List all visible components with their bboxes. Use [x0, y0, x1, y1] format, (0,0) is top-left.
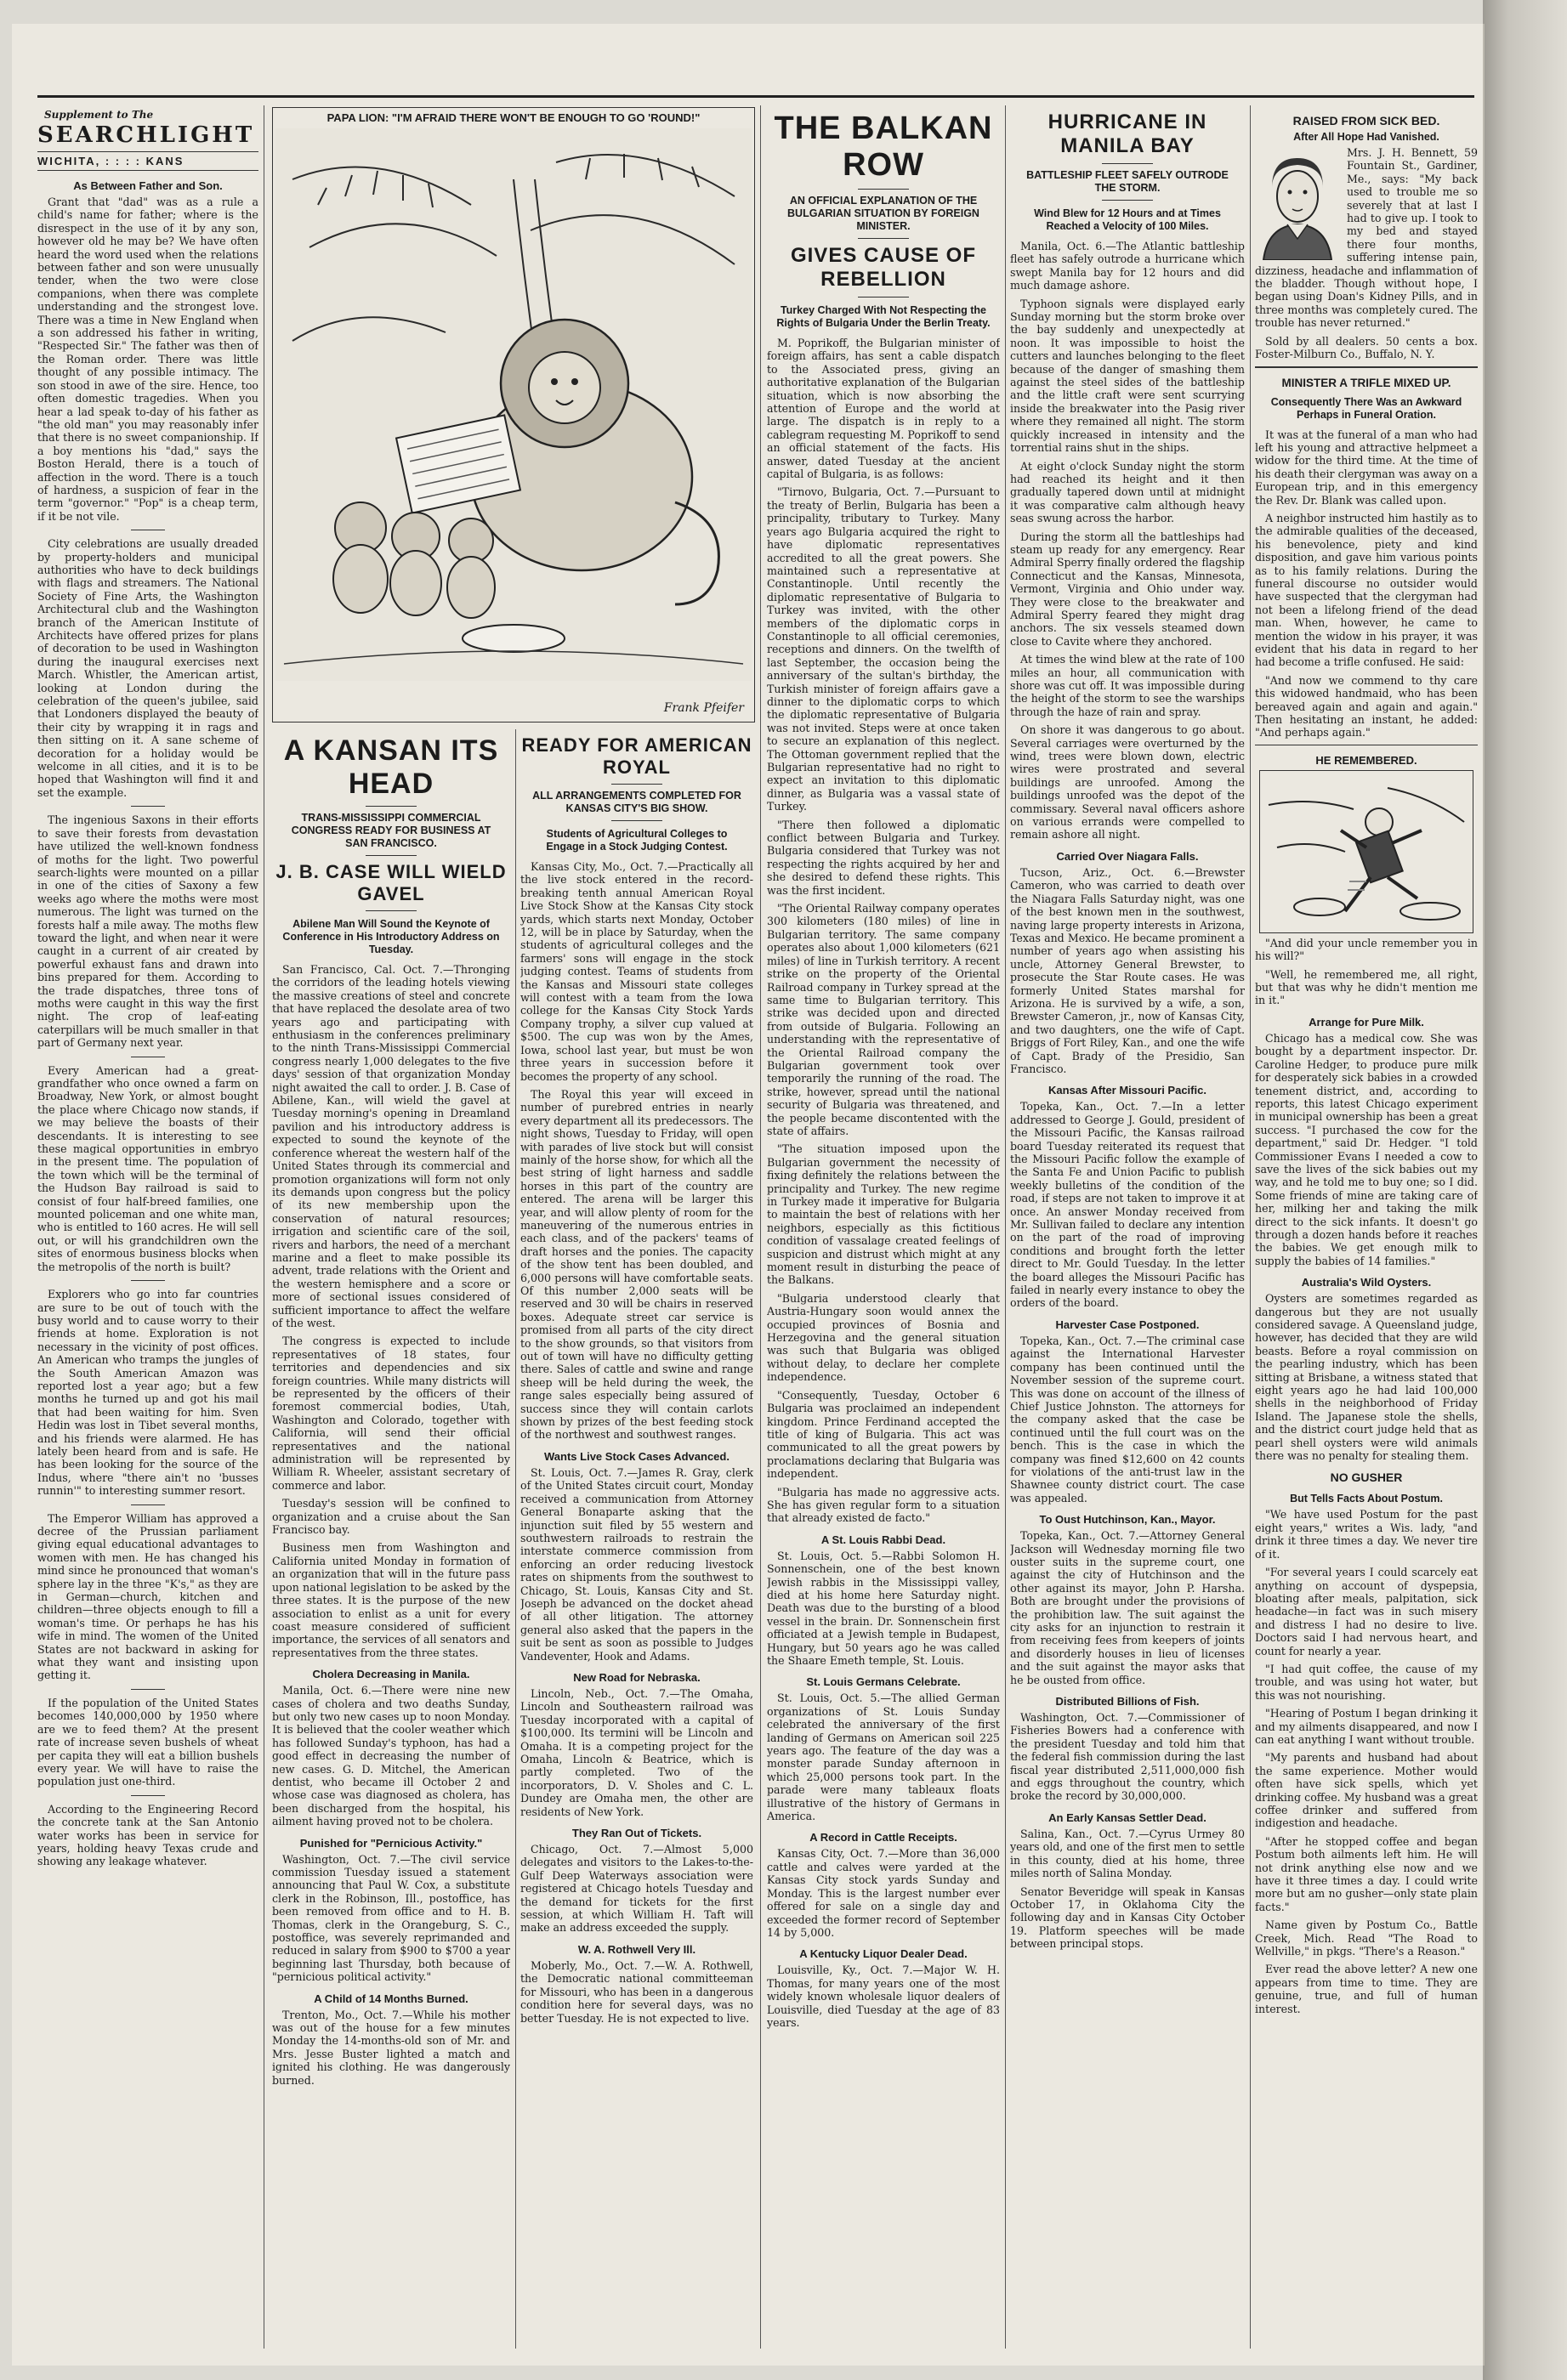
kansan-body — [272, 963, 510, 2087]
short-article-body: Salina, Kan., Oct. 7.—Cyrus Urmey 80 years old, and one of the first men to settle in this county, died at his home, three miles north of Salina Monday. — [1010, 1827, 1245, 1880]
short-article-title: New Road for Nebraska. — [573, 1670, 701, 1684]
gusher-paragraph: "After he stopped coffee and began Postum both ailments left him. He will not drink anything else now and we have it three times a day. I could write more but am no gusher—only state plain facts." — [1255, 1834, 1478, 1913]
column-6 — [1255, 105, 1478, 2349]
manila-paragraph: At times the wind blew at the rate of 100 miles an hour, all communication with shore was cut off. It was impossible during the height of the storm to see the warships through the haze of rain and spray. — [1010, 653, 1245, 718]
gusher-deck: But Tells Facts About Postum. — [1290, 1493, 1443, 1505]
masthead-supplement: Supplement to The — [44, 109, 154, 121]
short-article-body: St. Louis, Oct. 7.—James R. Gray, clerk of the United States circuit court, Monday received a communication from Attorney General Bonaparte asking that the injunction suit filed by 55 western and southwestern railroads to restrain the interstate commerce commission from enforcing an order reducing livestock rates on shipments from the southwest to Chicago, St. Louis, Kansas City and St. Joseph be advanced on the docket ahead of all other litigation. The attorney general also asked that the papers in the suit be sent as soon as possible to Judges Vandeventer, Hook and Adams. — [520, 1465, 753, 1663]
column-1 — [37, 105, 258, 2349]
masthead-title: SEARCHLIGHT — [37, 122, 255, 148]
royal-headline: READY FOR AMERICAN ROYAL — [521, 734, 752, 778]
short-article-body: Trenton, Mo., Oct. 7.—While his mother was out of the house for a few minutes Monday the 14-months-old son of Mr. and Mrs. Jesse Buster lighted a match and ignited his clothing. He was dangerously burned. — [272, 2008, 510, 2087]
short-article-body: Moberly, Mo., Oct. 7.—W. A. Rothwell, the Democratic national committeeman for Missouri, who has been in a dangerous condition here for several days, was no better Tuesday. He is not expected to live. — [520, 1958, 753, 2025]
balkan-paragraph: "Bulgaria has made no aggressive acts. She has given regular form to a situation that already existed de facto." — [767, 1485, 1000, 1525]
short-article-title: To Oust Hutchinson, Kan., Mayor. — [1039, 1513, 1216, 1527]
balkan-paragraph: "Bulgaria understood clearly that Austria-Hungary soon would annex the occupied provinces of Bosnia and Herzegovina and the general situation was such that Bulgaria was obliged without delay, to declare her complete independence. — [767, 1291, 1000, 1384]
kansan-paragraph: San Francisco, Cal. Oct. 7.—Thronging the corridors of the leading hotels viewing the massive creations of steel and concrete that have replaced the desolate area of two years ago and participating with enthusiasm in the conferences preliminary to the ninth Trans-Mississippi Commercial congress nearly 1,000 delegates to the five days' session of that organization Monday night awaited the call to order. J. B. Case of Abilene, Kan., will wield the gavel at Tuesday morning's opening in Dreamland pavilion and his introductory address is expected to sound the keynote of the conference whereat the western half of the United States through its commercial and promotion organizations will form not only its demands upon congress but the policy of its new membership upon the conservation of natural resources; irrigation and scientific care of the soil, rivers and harbors, the need of a merchant marine and a fleet to make possible its advent, trade relations with the Orient and the western hemisphere and a score or more of sectional issues considered of sufficient importance to affect the welfare of the west. — [272, 963, 510, 1329]
short-article-body: Washington, Oct. 7.—The civil service commission Tuesday issued a statement announcing that Paul W. Cox, a substitute clerk in the Robinson, Ill., postoffice, has been removed from office and to H. B. Thomas, clerk in the Orangeburg, S. C., postoffice, was severely reprimanded and reduced in salary from $900 to $700 a year beginning last Thursday, both because of "pernicious political activity." — [272, 1852, 510, 1984]
remembered-caption-2: "Well, he remembered me, all right, but that was why he didn't mention me in it." — [1255, 967, 1478, 1007]
short-article-body: Tucson, Ariz., Oct. 6.—Brewster Cameron, who was carried to death over the Niagara Falls Saturday night, was one of the best known men in the southwest, naving large property interests in Arizona, Texas and Mexico. He became prominent a number of years ago when assisting his uncle, Attorney General Brewster, to prosecute the Star Route cases. He was formerly United States marshal for Arizona. He is survived by a wife, a son, Brewster Cameron, jr., now of Kansas City, and two daughters, one the wife of Capt. Briggs of Fort Riley, Kan., and one the wife of Capt. Brady of the Presidio, San Francisco. — [1010, 865, 1245, 1075]
gusher-paragraph: "We have used Postum for the past eight years," writes a Wis. lady, "and drink it three times a day. We never tire of it. — [1255, 1508, 1478, 1561]
short-article-body: St. Louis, Oct. 5.—Rabbi Solomon H. Sonnenschein, one of the best known Jewish rabbis in the Mississippi valley, died at his home here Saturday night. Death was due to the bursting of a blood vessel in the brain. Dr. Sonnenschein first officiated at a Jewish temple in Budapest, Hungary, but 50 years ago he was called the Shaare Emeth temple, St. Louis. — [767, 1549, 1000, 1667]
manila-deck-2: Wind Blew for 12 Hours and at Times Reached a Velocity of 100 Miles. — [1034, 207, 1221, 232]
manila-paragraph: At eight o'clock Sunday night the storm had reached its height and it then gradually tapered down until at midnight it was comparative calm although heavy seas swung across the harbor. — [1010, 459, 1245, 525]
balkan-column — [767, 105, 1000, 2349]
column-rule — [1250, 105, 1251, 2349]
short-article-body: Lincoln, Neb., Oct. 7.—The Omaha, Lincoln and Southeastern railroad was Tuesday incorporated with a capital of $100,000. Its termini will be Lincoln and Omaha. It is a competing project for the Omaha, Lincoln & Beatrice, which is partly completed. Two of the incorporators, D. V. Sholes and C. L. Dundey are Omaha men, the other are residents of New York. — [520, 1686, 753, 1818]
short-article-body: Topeka, Kan., Oct. 7.—Attorney General Jackson will Wednesday morning file two ouster suits in the supreme court, one against the city of Hutchinson and the other against its mayor, John P. Harsha. Both are brought under the provisions of the prohibition law. The suit against the city asks for an injunction to restrain it from receiving fees from keepers of joints and disorderly houses in lieu of licenses and the suit against the mayor asks that he be ousted from office. — [1010, 1529, 1245, 1686]
manila-headline: HURRICANE IN MANILA BAY — [1048, 110, 1207, 157]
short-article-title: A Record in Cattle Receipts. — [809, 1831, 957, 1844]
minister-body — [1255, 428, 1478, 740]
gusher-paragraph: "I had quit coffee, the cause of my trouble, and was using hot water, but this was not nourishing. — [1255, 1662, 1478, 1702]
cartoon-illustration — [275, 128, 752, 681]
plate — [463, 625, 565, 652]
column-rule — [515, 729, 516, 2349]
short-article-body: Washington, Oct. 7.—Commissioner of Fisheries Bowers had a conference with the president Tuesday and told him that the federal fish commission during the last fiscal year distributed 2,511,000,000 fish and eggs throughout the country, which broke the record by 30,000,000. — [1010, 1711, 1245, 1803]
short-article-body: Senator Beveridge will speak in Kansas October 17, in Oklahoma City the following day and in Kansas City October 19. Platform speeches will be made between principal stops. — [1010, 1884, 1245, 1951]
masthead-dateline: WICHITA, : : : : KANS — [37, 151, 258, 171]
newspaper-page — [12, 24, 1483, 2366]
balkan-paragraph: M. Poprikoff, the Bulgarian minister of foreign affairs, has sent a cable dispatch to the Associated press, giving an authoritative explanation of the Bulgarian situation, which is now absorbing the attention of Europe and the world at large. The dispatch is in reply to a cablegram requesting M. Poprikoff to send an official statement of the facts. His answer, dated Tuesday at the ancient capital of Bulgaria, is as follows: — [767, 337, 1000, 481]
gusher-paragraph: Ever read the above letter? A new one appears from time to time. They are genuine, true, and full of human interest. — [1255, 1963, 1478, 2015]
short-article-title: An Early Kansas Settler Dead. — [1048, 1810, 1206, 1824]
balkan-deck-1: AN OFFICIAL EXPLANATION OF THE BULGARIAN SITUATION BY FOREIGN MINISTER. — [787, 195, 979, 232]
article-body: The ingenious Saxons in their efforts to save their forests from devastation have utilized the well-known fondness of moths for the light. Two powerful search-lights were mounted on a pillar in one of the cities of Saxony a few weeks ago where the moths were most numerous. The light was turned on the forests half a mile away. The moths flew toward the light, and when near it were caught in a current of air created by powerful exhaust fans and drawn into bins prepared for them. According to the trade dispatches, three tons of moths were caught in this way the first night. The crop of leaf-eating caterpillars will be much smaller in that part of Germany next year. — [37, 813, 258, 1050]
ad-body: Mrs. J. H. Bennett, 59 Fountain St., Gardiner, Me., says: "My back used to trouble me so severely that at last I had to give up. I took to my bed and stayed there four months, suffering intense pain, dizziness, headache and inflammation of the bladder. Though without hope, I began using Doan's Kidney Pills, and in three months was completely cured. The trouble has never returned." — [1255, 146, 1478, 330]
kansan-paragraph: Tuesday's session will be confined to organization and a cruise about the San Francisco bay. — [272, 1497, 510, 1537]
minister-paragraph: A neighbor instructed him hastily as to the admirable qualities of the deceased, his benevolence, piety and kind disposition, and gave him various points as to his family relations. During the funeral discourse no outsider would have suspected that the clergyman had not been a lifelong friend of the dead man. When, however, he came to mention the widow in his prayer, it was evident that his data in regard to her had become a trifle confused. He said: — [1255, 511, 1478, 669]
kansan-deck-2: Abilene Man Will Sound the Keynote of Conference in His Introductory Address on Tuesday. — [282, 918, 500, 955]
cartoon-artist-signature: Frank Pfeifer — [663, 701, 744, 715]
gusher-headline: NO GUSHER — [1330, 1470, 1403, 1485]
short-article-body: St. Louis, Oct. 5.—The allied German organizations of St. Louis Sunday celebrated the anniversary of the first landing of Germans on American soil 225 years ago. The feature of the day was a monster parade Sunday afternoon in which 25,000 persons took part. In the parade were many tableaux floats illustrative of the history of Germans in America. — [767, 1692, 1000, 1823]
balkan-body — [767, 337, 1000, 2029]
article-body: City celebrations are usually dreaded by property-holders and municipal authorities who have to deck buildings with flags and streamers. The National Society of Fine Arts, the Washington Architectural club and the Washington branch of the American Institute of Architects have offered prizes for plans of decoration to be used in Washington during the inaugural exercises next March. Whistler, the American artist, looking at London during the celebration of the queen's jubilee, said that Londoners displayed the beauty of their city by wrapping it in rags and then sitting on it. A sane scheme of decoration for a holiday would be welcome in all cities, and it is to be hoped that Washington will find it and set the example. — [37, 537, 258, 799]
milk-body: Chicago has a medical cow. She was bought by a department inspector. Dr. Caroline Hedger, to produce pure milk for desperately sick babies in a crowded tenement district, and, according to reports, this latest Chicago experiment in municipal ownership has been a great success. "I purchased the cow for the department," said Dr. Hedger. "I told Commissioner Evans I needed a cow to save the lives of the sick babies out my way, and he told me to buy one; so I did. Some friends of mine are taking care of her, milking her and taking the milk direct to the sick infants. It doesn't go through a dozen hands before it reaches the babies. We get enough milk to supply the babies of 14 families." — [1255, 1031, 1478, 1267]
short-article-title: A St. Louis Rabbi Dead. — [820, 1533, 946, 1546]
ad-deck: After All Hope Had Vanished. — [1293, 131, 1439, 143]
balkan-deck-2: Turkey Charged With Not Respecting the Rights of Bulgaria Under the Berlin Treaty. — [776, 304, 991, 329]
article-body: Explorers who go into far countries are sure to be out of touch with the busy world and to cause worry to their friends at home. Exploration is not necessary in the vicinity of post offices. An American who tramps the jungles of the South American Amazon was reported lost a year ago; but a few months he turned up and got his mail that had been waiting for him. Sven Hedin was lost in Tibet several months, and his friends were alarmed. He has lately been heard from and is safe. He has been looking for the source of the Indus, where "there ain't no 'busses runnin'" to interesting summer resort. — [37, 1288, 258, 1498]
kansan-deck-1: TRANS-MISSISSIPPI COMMERCIAL CONGRESS READY FOR BUSINESS AT SAN FRANCISCO. — [291, 812, 491, 849]
page-edge — [1483, 0, 1567, 2380]
balkan-paragraph: "The Oriental Railway company operates 300 kilometers (180 miles) of line in Bulgarian territory. The same company operates also about 1,000 kilometers (621 miles) of line in Turkish territory. A recent strike on the property of the Oriental Railroad company in Turkey spread at the same time to Bulgarian territory. This strike was decided upon and directed from outside of Bulgaria. Following an understanding with the representative of the Oriental Railroad company the Bulgarian government took over temporarily the running of the road. The strike, however, spread until the national security of Bulgaria was threatened, and the people became discontented with the state of affairs. — [767, 902, 1000, 1137]
short-article-title: Wants Live Stock Cases Advanced. — [544, 1449, 730, 1463]
short-article-title: Cholera Decreasing in Manila. — [312, 1668, 470, 1681]
manila-paragraph: Typhoon signals were displayed early Sunday morning but the storm broke over the bay suddenly and unexpectedly at noon. It was impossible to hoist the cutters and launches belonging to the fleet because of the danger of smashing them against the steel sides of the battleship and the little craft were sent scurrying inside the breakwater into the Pasig river where they remained all night. The storm quickly increased in intensity and the torrential rains shut in the ships. — [1010, 297, 1245, 455]
short-article-title: Harvester Case Postponed. — [1055, 1318, 1200, 1331]
column-1-articles — [37, 179, 258, 1868]
royal-paragraph: The Royal this year will exceed in number of purebred entries in nearly every department all its predecessors. The night shows, Tuesday to Friday, will open with parades of live stock but will consist mainly of the horse show, for which all the best string of light harness and saddle horses in this part of the country are entered. The arena will be larger this year, and will allow plenty of room for the maneuvering of the numerous entries in each class, and of the packers' teams of draft horses and the ponies. The capacity of the show tent has been doubled, and 6,000 persons will have comfortable seats. Of this number 2,000 seats will be reserved and 30 will be chairs in reserved boxes. Adequate street car service is promised from all parts of the city direct to the show grounds, so that visitors from out of town will have no difficulty getting there. Sales of cattle and swine and range sheep will be held during the week, the range sales especially being assured of success since they will contain carlots shown by prizes of the best feeding stock of the northwest and southwest ranges. — [520, 1087, 753, 1442]
short-article-title: St. Louis Germans Celebrate. — [806, 1675, 961, 1689]
article-body: Grant that "dad" was as a rule a child's name for father; where is the disrespect in the use of it by any son, however old he may be? We have often heard the word used when the relations between father and son were unusually tender, when the two were close companions, when there was complete understanding and the strongest love. There was a time in New England when a son addressed his father in writing, "Respected Sir." The father was then of the Roman order. There was little thought of any possible intimacy. The son stood in awe of the sire. Hence, too often domestic tragedies. When you hear a lad speak to-day of his father as "the old man" you may reasonably infer that there is no sweet companionship. If a boy mentions his "dad," says the Boston Herald, there is a touch of affection in the word. There is a touch of hardness, a suspicion of fear in the term "governor." "Pop" is a cheap term, if it be not vile. — [37, 196, 258, 523]
article-body: If the population of the United States becomes 140,000,000 by 1950 where are we to feed them? At the present rate of increase seven bushels of wheat per capita they will eat a billion bushels every year. We will have to raise the population just one-third. — [37, 1696, 258, 1788]
oysters-title: Australia's Wild Oysters. — [1301, 1276, 1432, 1289]
manila-column — [1010, 105, 1245, 2349]
short-article-title: Punished for "Pernicious Activity." — [299, 1836, 483, 1850]
royal-body — [520, 860, 753, 2025]
short-article-title: A Child of 14 Months Burned. — [314, 1992, 468, 2005]
royal-column — [520, 729, 753, 2349]
ad-sold-by: Sold by all dealers. 50 cents a box. Foster-Milburn Co., Buffalo, N. Y. — [1255, 334, 1478, 361]
ad-headline: RAISED FROM SICK BED. — [1292, 114, 1440, 128]
column-rule — [760, 105, 761, 2349]
short-article-body: Louisville, Ky., Oct. 7.—Major W. H. Thomas, for many years one of the most widely known wholesale liquor dealers of Louisville, died Tuesday at the age of 83 years. — [767, 1964, 1000, 2029]
milk-title: Arrange for Pure Milk. — [1309, 1015, 1424, 1028]
portrait-illustration — [1255, 150, 1340, 260]
short-article-title: Distributed Billions of Fish. — [1055, 1695, 1200, 1708]
short-article-title: Carried Over Niagara Falls. — [1056, 849, 1199, 863]
cartoon-man-illustration — [1259, 770, 1473, 933]
minister-headline: MINISTER A TRIFLE MIXED UP. — [1281, 376, 1451, 389]
cartoon-caption: PAPA LION: "I'M AFRAID THERE WON'T BE ENOUGH TO GO 'ROUND!" — [326, 111, 701, 124]
balkan-paragraph: "The situation imposed upon the Bulgarian government the necessity of fixing definitely the relations between the principality and Turkey. The new regime in Turkey made it imperative for Bulgaria to maintain the best of relations with her neighbors, especially as this fictitious condition of vassalage created feelings of suspicion and distrust which might at any moment result in disturbing the peace of the Balkans. — [767, 1142, 1000, 1287]
cartoon-box — [272, 107, 755, 722]
balkan-headline: THE BALKAN ROW — [774, 110, 993, 183]
article-title: As Between Father and Son. — [73, 179, 223, 192]
kansan-column — [272, 729, 510, 2349]
manila-paragraph: Manila, Oct. 6.—The Atlantic battleship fleet has safely outrode a hurricane which swept Manila bay for 12 hours and did much damage ashore. — [1010, 240, 1245, 292]
minister-paragraph: It was at the funeral of a man who had left his young and attractive helpmeet a widow for the third time. At the time of his death their clergyman was away on a European trip, and in this emergency the Rev. Dr. Blank was called upon. — [1255, 428, 1478, 507]
minister-paragraph: "And now we commend to thy care this widowed handmaid, who has been bereaved again and again and again." Then hesitating an instant, he added: "And perhaps again." — [1255, 673, 1478, 740]
short-article-title: W. A. Rothwell Very Ill. — [577, 1942, 696, 1956]
column-rule — [1005, 105, 1006, 2349]
balkan-paragraph: "Consequently, Tuesday, October 6 Bulgaria was proclaimed an independent kingdom. Prince Ferdinand accepted the title of king of Bulgaria. This act was communicated to all the great powers by proclamations declaring that Bulgaria was independent. — [767, 1388, 1000, 1481]
short-article-body: Topeka, Kan., Oct. 7.—In a letter addressed to George J. Gould, president of the Missouri Pacific, the Kansas railroad board Tuesday reiterated its request that the Missouri Pacific follow the example of the Santa Fe and Union Pacific to publish weekly bulletins of the condition of the road, if steps are not taken to improve it at once. An answer Monday received from Mr. Sullivan failed to declare any intention on the part of the road of improving conditions and brought forth the letter direct to Mr. Gould Tuesday. In the letter the board alleges the Missouri Pacific has failed in nearly every instance to obey the orders of the board. — [1010, 1100, 1245, 1310]
royal-deck-1: ALL ARRANGEMENTS COMPLETED FOR KANSAS CITY'S BIG SHOW. — [532, 790, 741, 814]
lion-cubs — [333, 502, 495, 618]
kansan-paragraph: The congress is expected to include representatives of 18 states, four territories and dependencies and six foreign countries. While many districts will be represented by the officers of their foremost commercial bodies, Utah, Washington and Colorado, together with California, will send their official representatives and the national administration will be represented by William R. Wheeler, assistant secretary of commerce and labor. — [272, 1334, 510, 1492]
gusher-paragraph: "Hearing of Postum I began drinking it and my ailments disappeared, and now I can eat anything I want without trouble. — [1255, 1707, 1478, 1746]
kansan-headline: A KANSAN ITS HEAD — [283, 734, 499, 800]
article-body: Every American had a great-grandfather who once owned a farm on Broadway, New York, or almost bought the place where Chicago now stands, if we may believe the boasts of their descendants. It is interesting to see these magical opportunities in embryo in the present time. The population of the town which will be the terminal of the Hudson Bay railroad is said to consist of four half-breed families, one mounted policeman and one white man, who is entitled to 160 acres. He will sell out, or will his grandchildren own the sites of enormous business blocks when the metropolis of the north is built? — [37, 1063, 258, 1273]
balkan-headline-2: GIVES CAUSE OF REBELLION — [790, 244, 977, 291]
balkan-paragraph: "Tirnovo, Bulgaria, Oct. 7.—Pursuant to the treaty of Berlin, Bulgaria has been a principality, tributary to Turkey. Many years ago Bulgaria acquired the right to have diplomatic representatives accredited to all the great powers. She maintained such a representative at Constantinople. Until recently the diplomatic representative of Bulgaria to Turkey was invited, with the other members of the diplomatic corps in Constantinople to all official ceremonies, receptions and dinners. On the twelfth of last September, the occasion being the anniversary of the sultan's birthday, the Turkish minister of foreign affairs gave a dinner to the diplomatic corps to which the diplomatic representative of Bulgaria was not invited. Steps were at once taken to secure an explanation of this neglect. The Ottoman government replied that the Bulgarian representative had no right to expect an invitation to this diplomatic dinner, as Bulgaria was a vassal state of Turkey. — [767, 485, 1000, 813]
royal-paragraph: Kansas City, Mo., Oct. 7.—Practically all the live stock entered in the record-breaking tenth annual American Royal Live Stock Show at the Kansas City stock yards, which starts next Monday, October 12, will be in place by Saturday, when the students of agricultural colleges and the farmers' sons will engage in the stock judging contest. Teams of students from the Kansas and Missouri state colleges will contest with a team from the Iowa college for the Kansas City Stock Yards Company trophy, a silver cup valued at $500. The cup was won by the Ames, Iowa, school last year, but must be won three years in succession before it becomes the property of any school. — [520, 860, 753, 1083]
short-article-body: Topeka, Kan., Oct. 7.—The criminal case against the International Harvester company has been continued until the November session of the supreme court. This was done on account of the illness of Chief Justice Johnston. The attorneys for the company asked that the case be continued until the full court was on the bench. This is the case in which the company was fined $12,600 on 42 counts for violations of the anti-trust law in the Shawnee county district court. The case was appealed. — [1010, 1334, 1245, 1504]
top-rule — [37, 95, 1474, 98]
remembered-headline: HE REMEMBERED. — [1315, 753, 1417, 767]
article-body: The Emperor William has approved a decree of the Prussian parliament giving equal educational advantages to women with men. He has changed his mind since he pronounced that woman's sphere lay in the three "K's," as they are in German—church, kitchen and children—three objects enough to fill a woman's time. Or perhaps he has his wife in mind. The women of the United States are not backward in asking for what they want and insisting upon getting it. — [37, 1511, 258, 1682]
gusher-body — [1255, 1508, 1478, 2015]
remembered-caption-1: "And did your uncle remember you in his will?" — [1255, 936, 1478, 963]
manila-paragraph: On shore it was dangerous to go about. Several carriages were overturned by the wind, trees were blown down, electric wires were prostrated and several buildings are unroofed. Among the buildings unroofed was the depot of the commissary. Several naval officers ashore on various errands were compelled to remain ashore all night. — [1010, 723, 1245, 842]
manila-deck-1: BATTLESHIP FLEET SAFELY OUTRODE THE STORM. — [1026, 169, 1229, 194]
gusher-paragraph: "For several years I could scarcely eat anything on account of dyspepsia, bloating after meals, palpitation, sick headache—in fact was in such misery and distress I had no desire to live. Doctors said I had nervous heart, and count for nearly a year. — [1255, 1566, 1478, 1658]
short-article-title: Kansas After Missouri Pacific. — [1048, 1084, 1206, 1097]
manila-paragraph: During the storm all the battleships had steam up ready for any emergency. Rear Admiral Sperry finally ordered the flagship Connecticut and the Kansas, Minnesota, Vermont, Virginia and Ohio under way. They were close to the breakwater and Admiral Sperry feared they might drag anchors. The six vessels steamed down close to Cavite where they anchored. — [1010, 530, 1245, 648]
short-article-body: Chicago, Oct. 7.—Almost 5,000 delegates and visitors to the Lakes-to-the-Gulf Deep Waterways association were registered at Chicago hotels Tuesday and the demand for tickets for the first session, at which William H. Taft will make an address exceeded the supply. — [520, 1843, 753, 1935]
manila-body — [1010, 240, 1245, 1951]
balkan-paragraph: "There then followed a diplomatic conflict between Bulgaria and Turkey. Bulgaria considered that Turkey was not respecting the rights acquired by her and she desired to defend these rights. This was the first incident. — [767, 818, 1000, 897]
kansan-paragraph: Business men from Washington and California united Monday in formation of an organization that will in the future pass upon national legislation to be asked by the three states. It is the purpose of the new association to enlist as a unit for every coast measure considered of sufficient importance, the services of all senators and representatives from the three states. — [272, 1541, 510, 1659]
gusher-paragraph: Name given by Postum Co., Battle Creek, Mich. Read "The Road to Wellville," in pkgs. "There's a Reason." — [1255, 1918, 1478, 1958]
oysters-body: Oysters are sometimes regarded as dangerous but they are not usually considered savage. A Queensland judge, however, has decided that they are wild beasts. Before a royal commission on the pearling industry, which has been sitting at Brisbane, a witness stated that eight years ago he had laid 100,000 shells in the neighborhood of Friday Island. The Japanese stole the shells, and the district court judge held that as pearl shell oysters were wild animals there was no penalty for stealing them. — [1255, 1292, 1478, 1463]
short-article-body: Kansas City, Oct. 7.—More than 36,000 cattle and calves were yarded at the Kansas City stock yards Sunday and Monday. This is the largest number ever offered for sale on a single day and exceeded the former record of September 14 by 5,000. — [767, 1847, 1000, 1939]
short-article-title: A Kentucky Liquor Dealer Dead. — [799, 1947, 968, 1961]
short-article-title: They Ran Out of Tickets. — [571, 1827, 702, 1840]
article-body: According to the Engineering Record the concrete tank at the San Antonio water works has been in service for years, holding heavy Texas crude and showing any leakage whatever. — [37, 1802, 258, 1868]
minister-deck: Consequently There Was an Awkward Perhaps in Funeral Oration. — [1270, 395, 1462, 421]
kansan-headline-2: J. B. CASE WILL WIELD GAVEL — [275, 861, 507, 904]
royal-deck-2: Students of Agricultural Colleges to Engage in a Stock Judging Contest. — [546, 828, 728, 853]
short-article-body: Manila, Oct. 6.—There were nine new cases of cholera and two deaths Sunday, but only two new cases up to noon Monday. It is believed that the cooler weather which has followed Sunday's typhoon, has had a good effect in decreasing the number of new cases. G. D. Mitchel, the American dentist, who became ill October 2 and whose case was diagnosed as cholera, has been discharged from the hospital, his ailment having proved not to be cholera. — [272, 1684, 510, 1828]
gusher-paragraph: "My parents and husband had about the same experience. Mother would often have sick spells, which yet drinking coffee. My husband was a great coffee drinker and suffered from indigestion and headache. — [1255, 1751, 1478, 1830]
